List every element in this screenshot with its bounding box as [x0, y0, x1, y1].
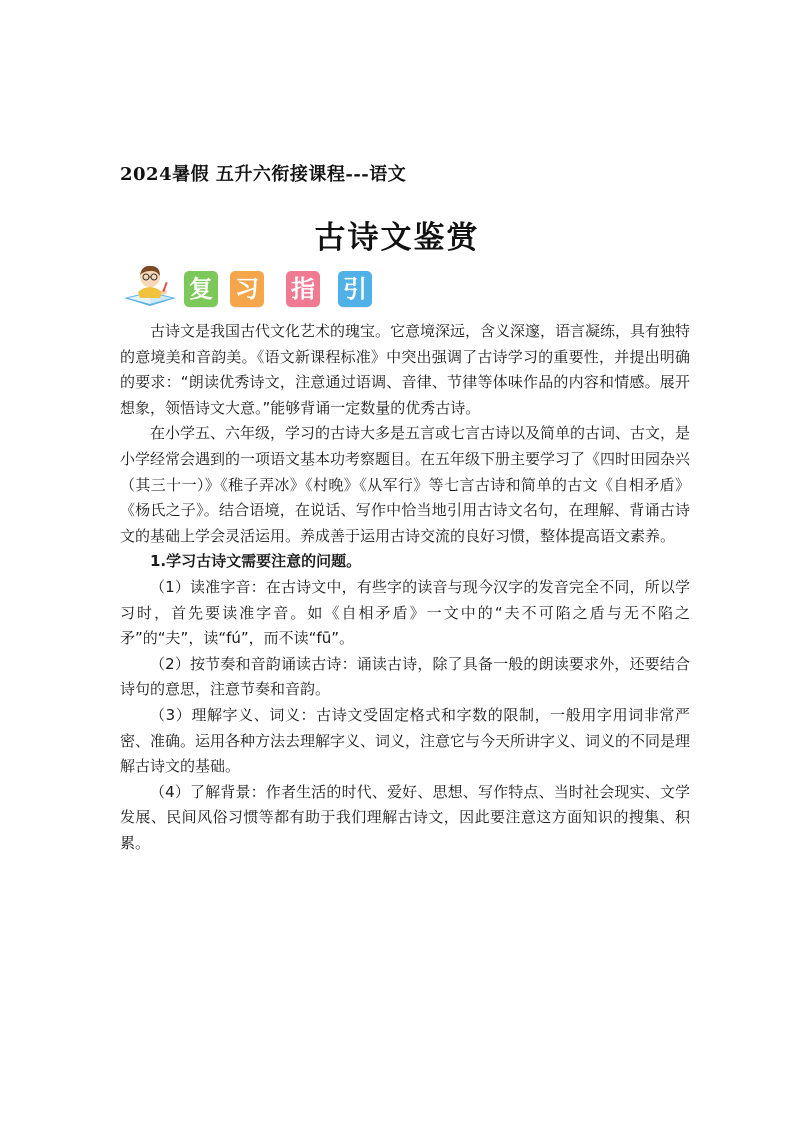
review-guide-banner: [120, 262, 390, 312]
section-heading: 1.学习古诗文需要注意的问题。: [150, 552, 362, 571]
list-item: （3）理解字义、词义：古诗文受固定格式和字数的限制，一般用字用词非常严密、准确。运用各种方法去理解字义、词义，注意它与今天所讲字义、词义的不同是理解古诗文的基础。: [120, 705, 691, 776]
student-reading-icon: [120, 262, 180, 312]
paragraph-grade-overview: 在小学五、六年级，学习的古诗大多是五言或七言古诗以及简单的古词、古文，是小学经常会遇到的一项语文基本功考察题目。在五年级下册主要学习了《四时田园杂兴（其三十一）》《稚子弄冰》《村晚》《从军行》等七言古诗和简单的古文《自相矛盾》《杨氏之子》。结合语境，在说话、写作中恰当地引用古诗文名句，在理解、背诵古诗文的基础上学会灵活运用。养成善于运用古诗交流的良好习惯，整体提高语文素养。: [120, 424, 691, 545]
list-item: （1）读准字音：在古诗文中，有些字的读音与现今汉字的发音完全不同，所以学习时，首先要读准字音。如《自相矛盾》一文中的“夫不可陷之盾与无不陷之矛”的“夫”，读“fú”，而不读“fū”。: [120, 577, 690, 648]
document-body: [120, 319, 690, 856]
course-header: 2024暑假 五升六衔接课程---语文: [120, 164, 407, 185]
list-item: （2）按节奏和音韵诵读古诗：诵读古诗，除了具备一般的朗读要求外，还要结合诗句的意思，注意节奏和音韵。: [120, 654, 690, 699]
page-title: 古诗文鉴赏: [314, 220, 480, 256]
paragraph-intro: 古诗文是我国古代文化艺术的瑰宝。它意境深远，含义深邃，语言凝练，具有独特的意境美和音韵美。《语文新课程标准》中突出强调了古诗学习的重要性，并提出明确的要求：“朗读优秀诗文，注意通过语调、音律、节律等体味作品的内容和情感。展开想象，领悟诗文大意。”能够背诵一定数量的优秀古诗。: [120, 322, 691, 417]
banner-tile-3: 指: [286, 271, 320, 307]
banner-tile-2: 习: [230, 271, 264, 307]
banner-tile-1: 复: [184, 271, 218, 307]
list-item: （4）了解背景：作者生活的时代、爱好、思想、写作特点、当时社会现实、文学发展、民间风俗习惯等都有助于我们理解古诗文，因此要注意这方面知识的搜集、积累。: [120, 782, 690, 852]
banner-tile-4: 引: [338, 271, 372, 307]
